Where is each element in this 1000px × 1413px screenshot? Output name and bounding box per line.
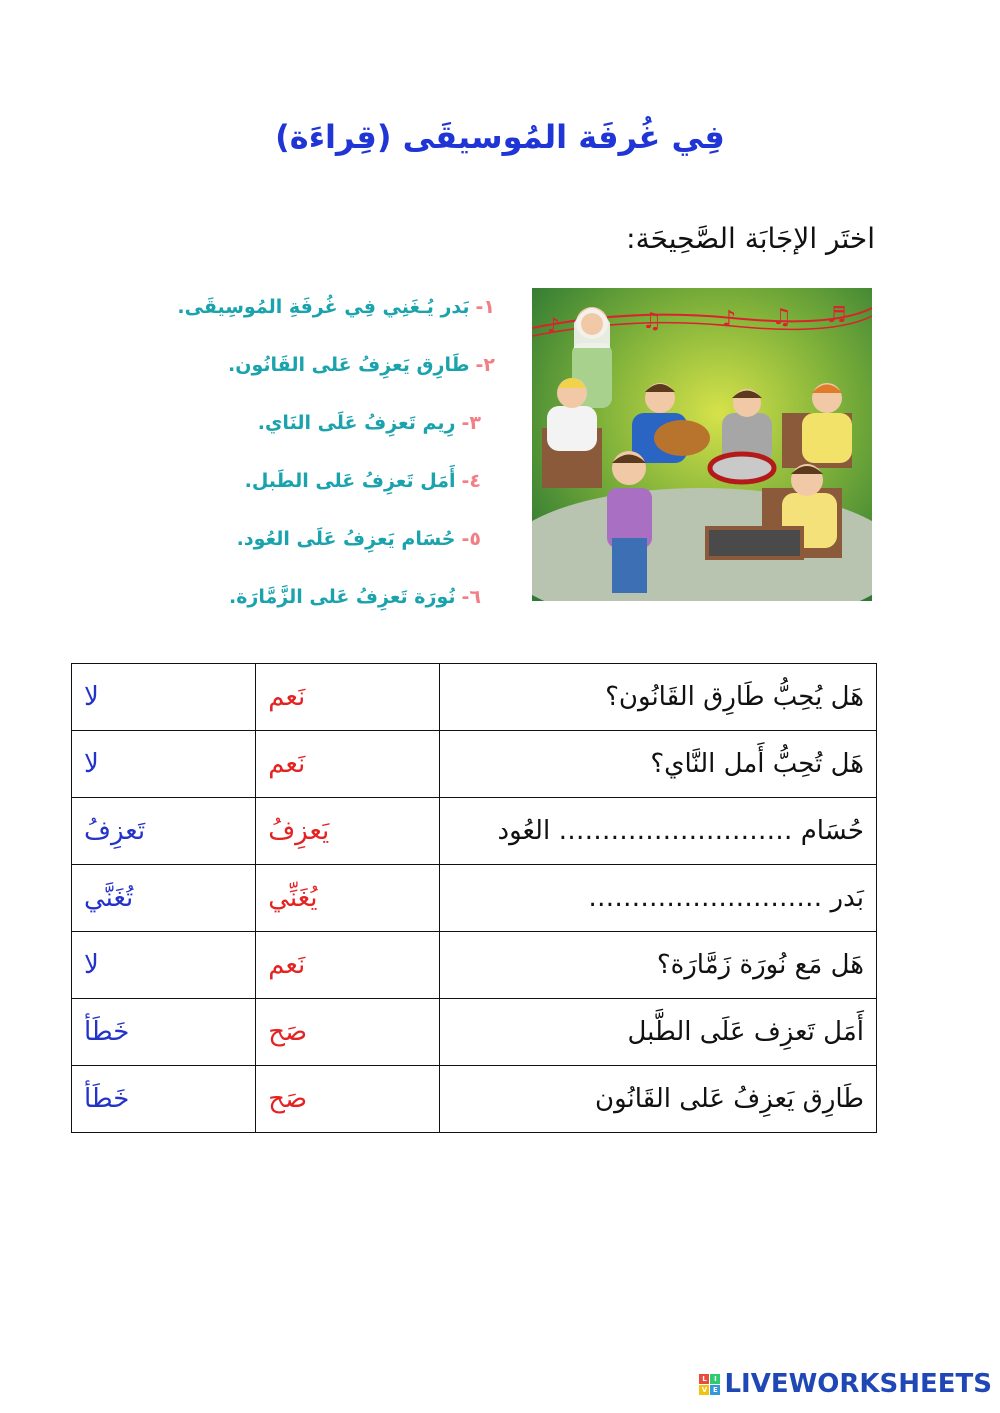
statement-number: ٢- bbox=[475, 354, 495, 376]
table-row bbox=[72, 664, 877, 731]
statement-number: ٤- bbox=[461, 470, 481, 492]
statement-5 bbox=[35, 517, 495, 575]
statement-3 bbox=[35, 401, 495, 459]
statement-text: حُسَام يَعزِفُ عَلَى العُود. bbox=[236, 528, 456, 550]
statement-text: رِيم تَعزِفُ عَلَى النَاي. bbox=[257, 412, 456, 434]
instruction-text: اختَر الإجَابَة الصَّحِيحَة: bbox=[626, 222, 875, 255]
answer-option-1[interactable]: صَح bbox=[256, 999, 440, 1066]
statement-text: طَارِق يَعزِفُ عَلى القَانُون. bbox=[228, 354, 470, 376]
answer-option-1[interactable]: نَعم bbox=[256, 664, 440, 731]
quiz-table bbox=[71, 663, 877, 1133]
music-note-icon: ♪ bbox=[722, 307, 737, 332]
music-note-icon: ♫ bbox=[642, 309, 662, 334]
logo-text: LIVEWORKSHEETS bbox=[724, 1369, 992, 1399]
answer-option-2[interactable]: لا bbox=[72, 731, 256, 798]
liveworksheets-logo bbox=[699, 1369, 992, 1399]
answer-option-1[interactable]: يَعزِفُ bbox=[256, 798, 440, 865]
music-note-icon: ♪ bbox=[547, 313, 560, 337]
statement-4 bbox=[35, 459, 495, 517]
statement-1 bbox=[35, 285, 495, 343]
answer-option-1[interactable]: نَعم bbox=[256, 932, 440, 999]
music-room-illustration bbox=[532, 288, 872, 601]
table-row bbox=[72, 731, 877, 798]
question-cell: أَمَل تَعزِف عَلَى الطَّبل bbox=[440, 999, 877, 1066]
statement-number: ٦- bbox=[461, 586, 481, 608]
music-note-icon: ♫ bbox=[772, 305, 792, 330]
question-cell: حُسَام ……………………… العُود bbox=[440, 798, 877, 865]
page-title: فِي غُرفَة المُوسيقَى (قِراءَة) bbox=[275, 118, 725, 156]
answer-option-1[interactable]: يُغَنِّي bbox=[256, 865, 440, 932]
statement-2 bbox=[35, 343, 495, 401]
table-row bbox=[72, 999, 877, 1066]
statement-number: ٣- bbox=[461, 412, 481, 434]
answer-option-2[interactable]: لا bbox=[72, 932, 256, 999]
answer-option-2[interactable]: خَطَأ bbox=[72, 1066, 256, 1133]
table-row bbox=[72, 1066, 877, 1133]
music-room-illustration-svg bbox=[532, 288, 872, 601]
question-cell: هَل تُحِبُّ أَمل النَّاي؟ bbox=[440, 731, 877, 798]
answer-option-2[interactable]: تُغَنَّي bbox=[72, 865, 256, 932]
statement-number: ٥- bbox=[461, 528, 481, 550]
child-figure bbox=[607, 451, 652, 593]
statement-number: ١- bbox=[475, 296, 495, 318]
answer-option-1[interactable]: نَعم bbox=[256, 731, 440, 798]
question-cell: هَل مَع نُورَة زَمَّارَة؟ bbox=[440, 932, 877, 999]
question-cell: طَارِق يَعزِفُ عَلى القَانُون bbox=[440, 1066, 877, 1133]
answer-option-2[interactable]: تَعزِفُ bbox=[72, 798, 256, 865]
table-row bbox=[72, 865, 877, 932]
answer-option-1[interactable]: صَح bbox=[256, 1066, 440, 1133]
statement-text: أَمَل تَعزِفُ عَلى الطَبل. bbox=[244, 470, 456, 492]
statement-list bbox=[35, 285, 495, 633]
table-row bbox=[72, 932, 877, 999]
question-cell: بَدر ……………………… bbox=[440, 865, 877, 932]
answer-option-2[interactable]: خَطَأ bbox=[72, 999, 256, 1066]
table-row bbox=[72, 798, 877, 865]
music-note-icon: ♬ bbox=[827, 303, 847, 328]
logo-mark-icon: L I V E bbox=[699, 1374, 720, 1395]
statement-6 bbox=[35, 575, 495, 633]
statement-text: نُورَة تَعزِفُ عَلى الزَّمَّارَة. bbox=[229, 586, 456, 608]
answer-option-2[interactable]: لا bbox=[72, 664, 256, 731]
question-cell: هَل يُحِبُّ طَارِق القَانُون؟ bbox=[440, 664, 877, 731]
statement-text: بَدر يُـغَنِي فِي غُرفَةِ المُوسِيقَى. bbox=[177, 296, 470, 318]
